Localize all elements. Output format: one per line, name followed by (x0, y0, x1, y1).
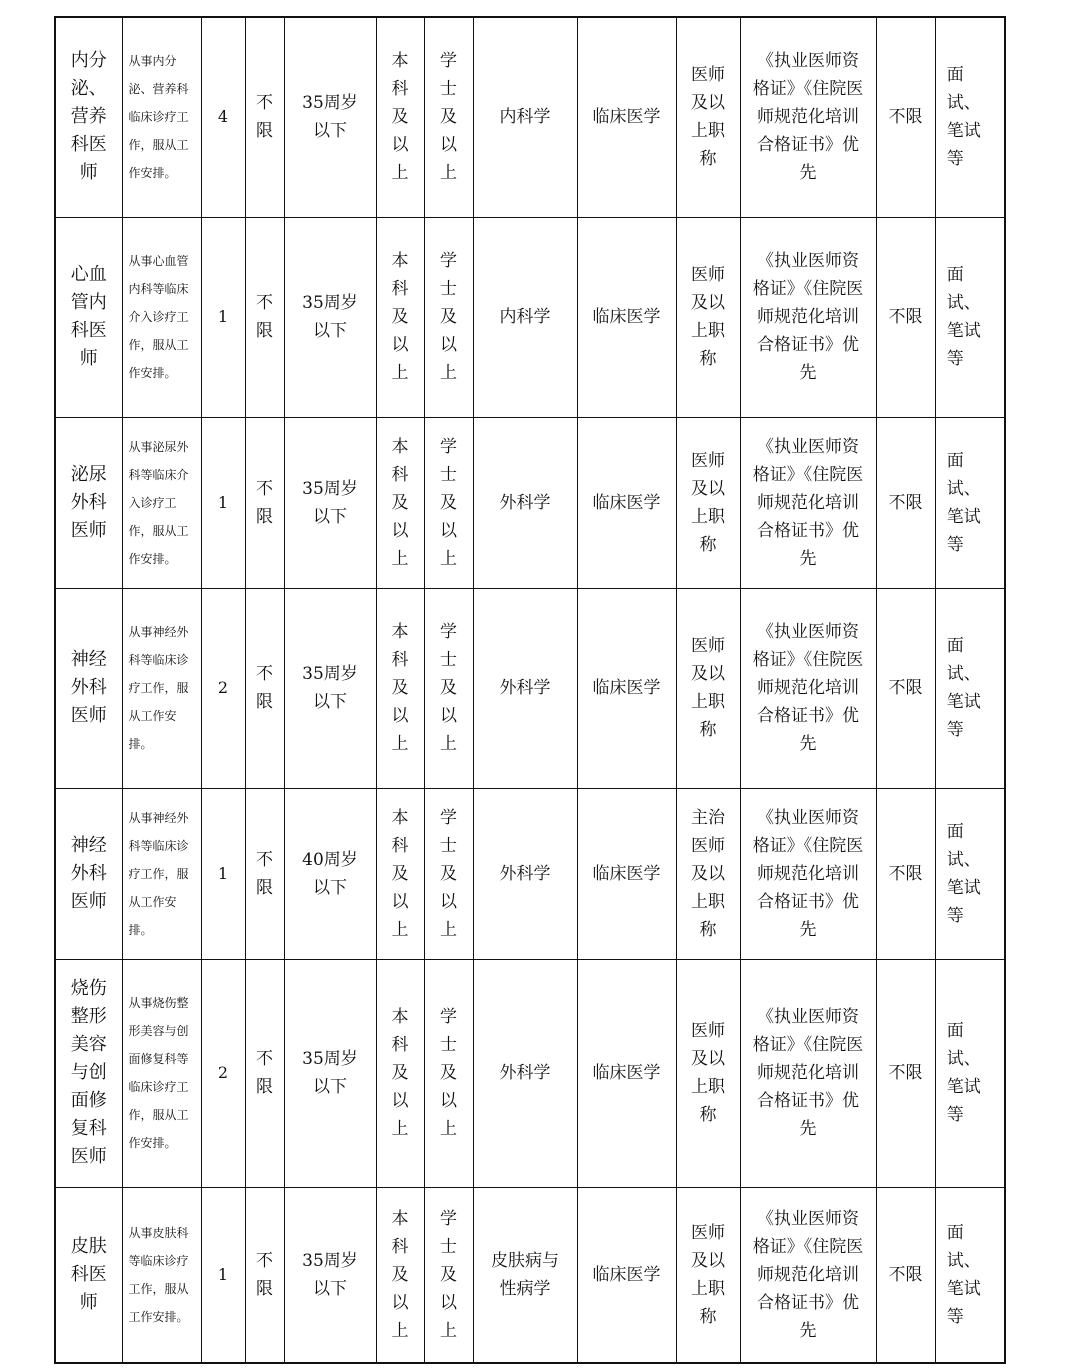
gender-cell: 不限 (245, 588, 284, 788)
professional-title-cell: 医师及以上职称 (676, 959, 740, 1187)
table-row (55, 217, 1005, 417)
age-cell: 35周岁以下 (284, 417, 376, 588)
professional-title-cell: 医师及以上职称 (676, 417, 740, 588)
education-cell: 本科及以上 (376, 17, 424, 217)
headcount-cell: 1 (201, 217, 245, 417)
recruitment-table (54, 16, 1006, 1364)
position-name-cell: 泌尿外科医师 (55, 417, 122, 588)
degree-cell: 学士及以上 (424, 788, 473, 959)
table-row (55, 17, 1005, 217)
major-cell: 外科学 (473, 417, 577, 588)
certificate-cell: 《执业医师资格证》《住院医师规范化培训合格证书》优先 (740, 417, 876, 588)
exam-method-cell: 面试、笔试等 (935, 17, 1005, 217)
gender-cell: 不限 (245, 788, 284, 959)
headcount-cell: 1 (201, 417, 245, 588)
major-category-cell: 临床医学 (577, 17, 676, 217)
certificate-cell: 《执业医师资格证》《住院医师规范化培训合格证书》优先 (740, 788, 876, 959)
duty-description-cell: 从事皮肤科等临床诊疗工作，服从工作安排。 (122, 1187, 201, 1363)
education-cell: 本科及以上 (376, 788, 424, 959)
exam-method-cell: 面试、笔试等 (935, 588, 1005, 788)
degree-cell: 学士及以上 (424, 417, 473, 588)
certificate-cell: 《执业医师资格证》《住院医师规范化培训合格证书》优先 (740, 217, 876, 417)
major-category-cell: 临床医学 (577, 788, 676, 959)
major-category-cell: 临床医学 (577, 417, 676, 588)
position-name-cell: 神经外科医师 (55, 588, 122, 788)
professional-title-cell: 主治医师及以上职称 (676, 788, 740, 959)
headcount-cell: 1 (201, 788, 245, 959)
professional-title-cell: 医师及以上职称 (676, 588, 740, 788)
position-name-cell: 皮肤科医师 (55, 1187, 122, 1363)
exam-method-cell: 面试、笔试等 (935, 959, 1005, 1187)
table-row (55, 1187, 1005, 1363)
degree-cell: 学士及以上 (424, 959, 473, 1187)
major-cell: 皮肤病与性病学 (473, 1187, 577, 1363)
other-requirement-cell: 不限 (876, 217, 935, 417)
other-requirement-cell: 不限 (876, 17, 935, 217)
other-requirement-cell: 不限 (876, 959, 935, 1187)
degree-cell: 学士及以上 (424, 1187, 473, 1363)
duty-description-cell: 从事内分泌、营养科临床诊疗工作，服从工作安排。 (122, 17, 201, 217)
major-cell: 外科学 (473, 588, 577, 788)
degree-cell: 学士及以上 (424, 17, 473, 217)
gender-cell: 不限 (245, 17, 284, 217)
headcount-cell: 4 (201, 17, 245, 217)
education-cell: 本科及以上 (376, 588, 424, 788)
professional-title-cell: 医师及以上职称 (676, 1187, 740, 1363)
age-cell: 35周岁以下 (284, 17, 376, 217)
age-cell: 35周岁以下 (284, 588, 376, 788)
table-row (55, 417, 1005, 588)
professional-title-cell: 医师及以上职称 (676, 17, 740, 217)
exam-method-cell: 面试、笔试等 (935, 788, 1005, 959)
duty-description-cell: 从事泌尿外科等临床介入诊疗工作，服从工作安排。 (122, 417, 201, 588)
position-name-cell: 心血管内科医师 (55, 217, 122, 417)
headcount-cell: 1 (201, 1187, 245, 1363)
duty-description-cell: 从事神经外科等临床诊疗工作，服从工作安排。 (122, 788, 201, 959)
headcount-cell: 2 (201, 588, 245, 788)
age-cell: 40周岁以下 (284, 788, 376, 959)
duty-description-cell: 从事神经外科等临床诊疗工作，服从工作安排。 (122, 588, 201, 788)
education-cell: 本科及以上 (376, 217, 424, 417)
education-cell: 本科及以上 (376, 959, 424, 1187)
exam-method-cell: 面试、笔试等 (935, 417, 1005, 588)
duty-description-cell: 从事烧伤整形美容与创面修复科等临床诊疗工作，服从工作安排。 (122, 959, 201, 1187)
duty-description-cell: 从事心血管内科等临床介入诊疗工作，服从工作安排。 (122, 217, 201, 417)
certificate-cell: 《执业医师资格证》《住院医师规范化培训合格证书》优先 (740, 588, 876, 788)
certificate-cell: 《执业医师资格证》《住院医师规范化培训合格证书》优先 (740, 959, 876, 1187)
degree-cell: 学士及以上 (424, 217, 473, 417)
age-cell: 35周岁以下 (284, 1187, 376, 1363)
age-cell: 35周岁以下 (284, 217, 376, 417)
position-name-cell: 烧伤整形美容与创面修复科医师 (55, 959, 122, 1187)
major-category-cell: 临床医学 (577, 1187, 676, 1363)
table-row (55, 959, 1005, 1187)
major-cell: 外科学 (473, 788, 577, 959)
degree-cell: 学士及以上 (424, 588, 473, 788)
headcount-cell: 2 (201, 959, 245, 1187)
table-row (55, 588, 1005, 788)
other-requirement-cell: 不限 (876, 588, 935, 788)
major-cell: 内科学 (473, 17, 577, 217)
gender-cell: 不限 (245, 959, 284, 1187)
gender-cell: 不限 (245, 1187, 284, 1363)
table-row (55, 788, 1005, 959)
position-name-cell: 神经外科医师 (55, 788, 122, 959)
education-cell: 本科及以上 (376, 417, 424, 588)
major-cell: 内科学 (473, 217, 577, 417)
exam-method-cell: 面试、笔试等 (935, 217, 1005, 417)
certificate-cell: 《执业医师资格证》《住院医师规范化培训合格证书》优先 (740, 1187, 876, 1363)
gender-cell: 不限 (245, 217, 284, 417)
position-name-cell: 内分泌、营养科医师 (55, 17, 122, 217)
major-category-cell: 临床医学 (577, 217, 676, 417)
other-requirement-cell: 不限 (876, 417, 935, 588)
other-requirement-cell: 不限 (876, 788, 935, 959)
age-cell: 35周岁以下 (284, 959, 376, 1187)
major-cell: 外科学 (473, 959, 577, 1187)
exam-method-cell: 面试、笔试等 (935, 1187, 1005, 1363)
gender-cell: 不限 (245, 417, 284, 588)
professional-title-cell: 医师及以上职称 (676, 217, 740, 417)
major-category-cell: 临床医学 (577, 959, 676, 1187)
education-cell: 本科及以上 (376, 1187, 424, 1363)
other-requirement-cell: 不限 (876, 1187, 935, 1363)
certificate-cell: 《执业医师资格证》《住院医师规范化培训合格证书》优先 (740, 17, 876, 217)
major-category-cell: 临床医学 (577, 588, 676, 788)
recruitment-table-page (54, 16, 1004, 1364)
